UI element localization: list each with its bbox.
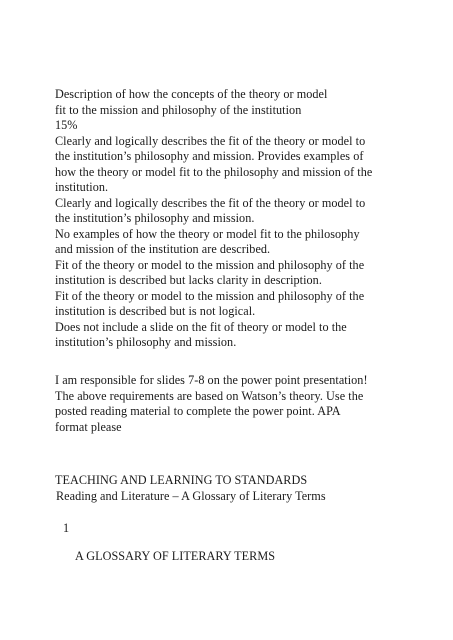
rubric-line: institution is described but is not logical. <box>55 304 256 318</box>
rubric-line: Does not include a slide on the fit of theory or model to the <box>55 319 347 334</box>
document-subtitle: Reading and Literature – A Glossary of Literary Terms <box>56 489 326 503</box>
request-line: I am responsible for slides 7-8 on the power point presentation! <box>55 373 368 387</box>
request-text-block <box>55 373 415 435</box>
rubric-line: Fit of the theory or model to the mission and philosophy of the <box>55 257 365 272</box>
rubric-line: institution. <box>55 180 109 194</box>
rubric-line: Description of how the concepts of the theory or model <box>55 87 328 101</box>
rubric-line: the institution’s philosophy and mission. Provides examples of <box>55 149 364 163</box>
page-number: 1 <box>63 521 70 535</box>
rubric-line: how the theory or model fit to the philosophy and mission of the <box>55 164 373 179</box>
rubric-line: and mission of the institution are described. <box>55 242 271 256</box>
section-title: A GLOSSARY OF LITERARY TERMS <box>75 549 276 563</box>
rubric-line: institution is described but lacks clarity in description. <box>55 273 322 287</box>
rubric-line: No examples of how the theory or model fit to the philosophy <box>55 226 360 241</box>
document-title: TEACHING AND LEARNING TO STANDARDS <box>55 473 308 487</box>
rubric-line: Clearly and logically describes the fit of the theory or model to <box>55 195 366 210</box>
rubric-text-block <box>55 87 415 351</box>
request-line: The above requirements are based on Watson’s theory. Use the <box>55 388 364 403</box>
rubric-line: Fit of the theory or model to the mission and philosophy of the <box>55 288 365 303</box>
rubric-line: the institution’s philosophy and mission. <box>55 211 255 225</box>
rubric-weight: 15% <box>55 118 78 132</box>
request-line: format please <box>55 419 122 434</box>
rubric-line: institution’s philosophy and mission. <box>55 335 237 349</box>
request-line: posted reading material to complete the power point. APA <box>55 404 341 418</box>
rubric-line: Clearly and logically describes the fit of the theory or model to <box>55 133 366 148</box>
rubric-line: fit to the mission and philosophy of the institution <box>55 102 302 117</box>
